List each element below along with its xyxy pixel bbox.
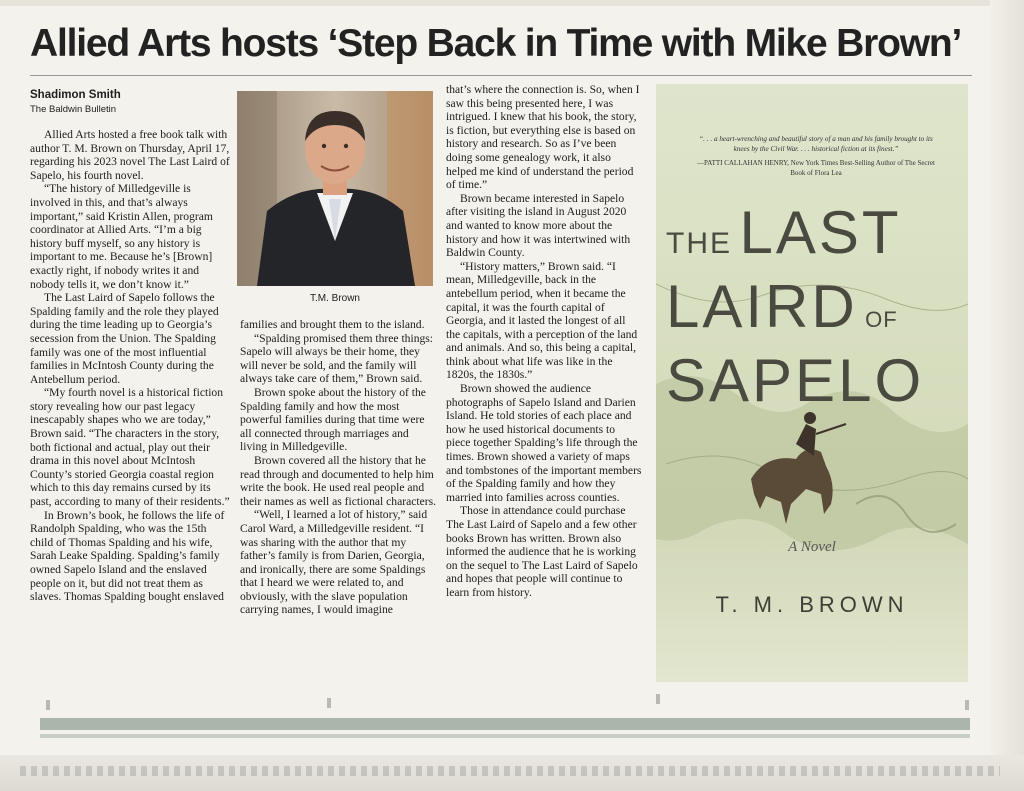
byline-author: Shadimon Smith [30,89,121,101]
page-edge [0,0,1024,6]
paragraph: Brown spoke about the history of the Spalding family and how the most powerful families during that time were all connected through marriages and living in Milledgeville. [240,385,426,454]
photo-caption: T.M. Brown [309,293,360,304]
book-title-sapelo: SAPELO [666,347,925,414]
paragraph: “History matters,” Brown said. “I mean, Milledgeville, back in the antebellum period, when it became the capital, it was the fourth capital of Georgia, and it lasted the longest of all the capitals, with a perception of the land and animals. And so, this being a capital, think about what life was like in the 1820s, the 1830s.” [446,259,638,382]
paragraph: “Spalding promised them three things: Sapelo will always be their home, they will never be sold, and the family will always take care of them,” Brown said. [240,331,434,386]
paragraph: Brown covered all the history that he read through and documented to help him write the book. He used real people and their names as well as fictional characters. [240,453,437,508]
paragraph: “My fourth novel is a historical fiction story revealing how our past legacy inescapably shapes who we are today,” Brown said. “The characters in the story, both fictional and actual, play out their drama in this novel about McIntosh County’s storied Georgia coastal region which to this day remains cursed by its past, according to many of their residents.” [30,386,230,509]
article-column-2 [240,318,438,617]
scan-mark [46,700,50,710]
book-cover-quote: “. . . a heart-wrenching and beautiful story of a man and his family brought to its knees by the Civil War. . . . historical fiction at its finest.” [699,135,933,153]
scan-mark [965,700,969,710]
book-title-last: LAST [739,199,902,266]
page-margin-right [990,0,1024,791]
book-cover [656,84,968,682]
paragraph: In Brown’s book, he follows the life of Randolph Spalding, who was the 15th child of Thomas Spalding and his wife, Sarah Leake Spalding. Spalding’s family owned Sapelo Island and the enslaved people on it, but did not treat them as slaves. Thomas Spalding bought enslaved [30,508,225,604]
page-footer-band [40,718,970,730]
book-cover-author: T. M. BROWN [715,592,909,617]
book-cover-subtitle: A Novel [788,539,836,555]
author-photo [237,91,433,286]
paragraph: Allied Arts hosted a free book talk with author T. M. Brown on Thursday, April 17, regarding his 2023 novel The Last Laird of Sapelo, his fourth novel. [30,128,230,182]
book-cover-quote-attribution: —PATTI CALLAHAN HENRY, New York Times Best-Selling Author of The Secret Book of Flora Lea [697,159,935,177]
byline-publication: The Baldwin Bulletin [30,104,117,115]
paragraph: Those in attendance could purchase The Last Laird of Sapelo and a few other books Brown has written. Brown also informed the audience that he is working on the sequel to The Last Laird of Sapelo and hopes that people will continue to learn from history. [446,504,638,599]
paragraph: Brown showed the audience photographs of Sapelo Island and Darien Island. He told stories of each place and how he used historical documents to piece together Spalding’s life through the times. Brown showed a variety of maps and tombstones of the important members of the Spalding family and how they married into families across counties. [446,382,642,504]
book-title-the: THE [666,227,732,260]
scan-mark [656,694,660,704]
paragraph: “Well, I learned a lot of history,” said Carol Ward, a Milledgeville resident. “I was sharing with the author that my father’s family is from Darien, Georgia, and ironically, there are some Spaldings that I heard we were related to, and obviously, with the slave population carrying names, I would imagine [240,508,428,617]
article-column-3 [446,83,642,600]
scan-bleedthrough-text [20,766,1000,776]
paragraph: “The history of Milledgeville is involved in this, and that’s always important,” said Kristin Allen, program coordinator at Allied Arts. “I’m a big history buff myself, so any history is important to me. Because he’s [Brown] exactly right, if nobody writes it and nobody tells it, we don’t know it.” [30,182,213,291]
paragraph: Brown became interested in Sapelo after visiting the island in August 2020 and wanted to know more about the history and how it was intertwined with Baldwin County. [446,191,631,260]
paragraph: that’s where the connection is. So, when I saw this being presented here, I was intrigued. I knew that his book, the story, is fiction, but everything else is based on history and research. So as I’ve been doing some genealogy work, it also helped me kind of understand the period of time.” [446,83,640,192]
headline: Allied Arts hosts ‘Step Back in Time with Mike Brown’ [30,22,962,65]
paragraph: The Last Laird of Sapelo follows the Spalding family and the role they played during the time leading up to Georgia’s secession from the Union. The Spalding family was one of the most influential families in McIntosh County during the Antebellum period. [30,291,219,386]
author-photo-image [237,91,433,286]
book-title-of: OF [865,307,898,332]
scan-mark [327,698,331,708]
book-title-laird: LAIRD [666,273,858,340]
book-cover-title [666,199,956,426]
paragraph: families and brought them to the island. [240,318,425,331]
article-column-1 [30,128,230,604]
page-footer-rule [40,734,970,738]
headline-rule [30,75,972,76]
